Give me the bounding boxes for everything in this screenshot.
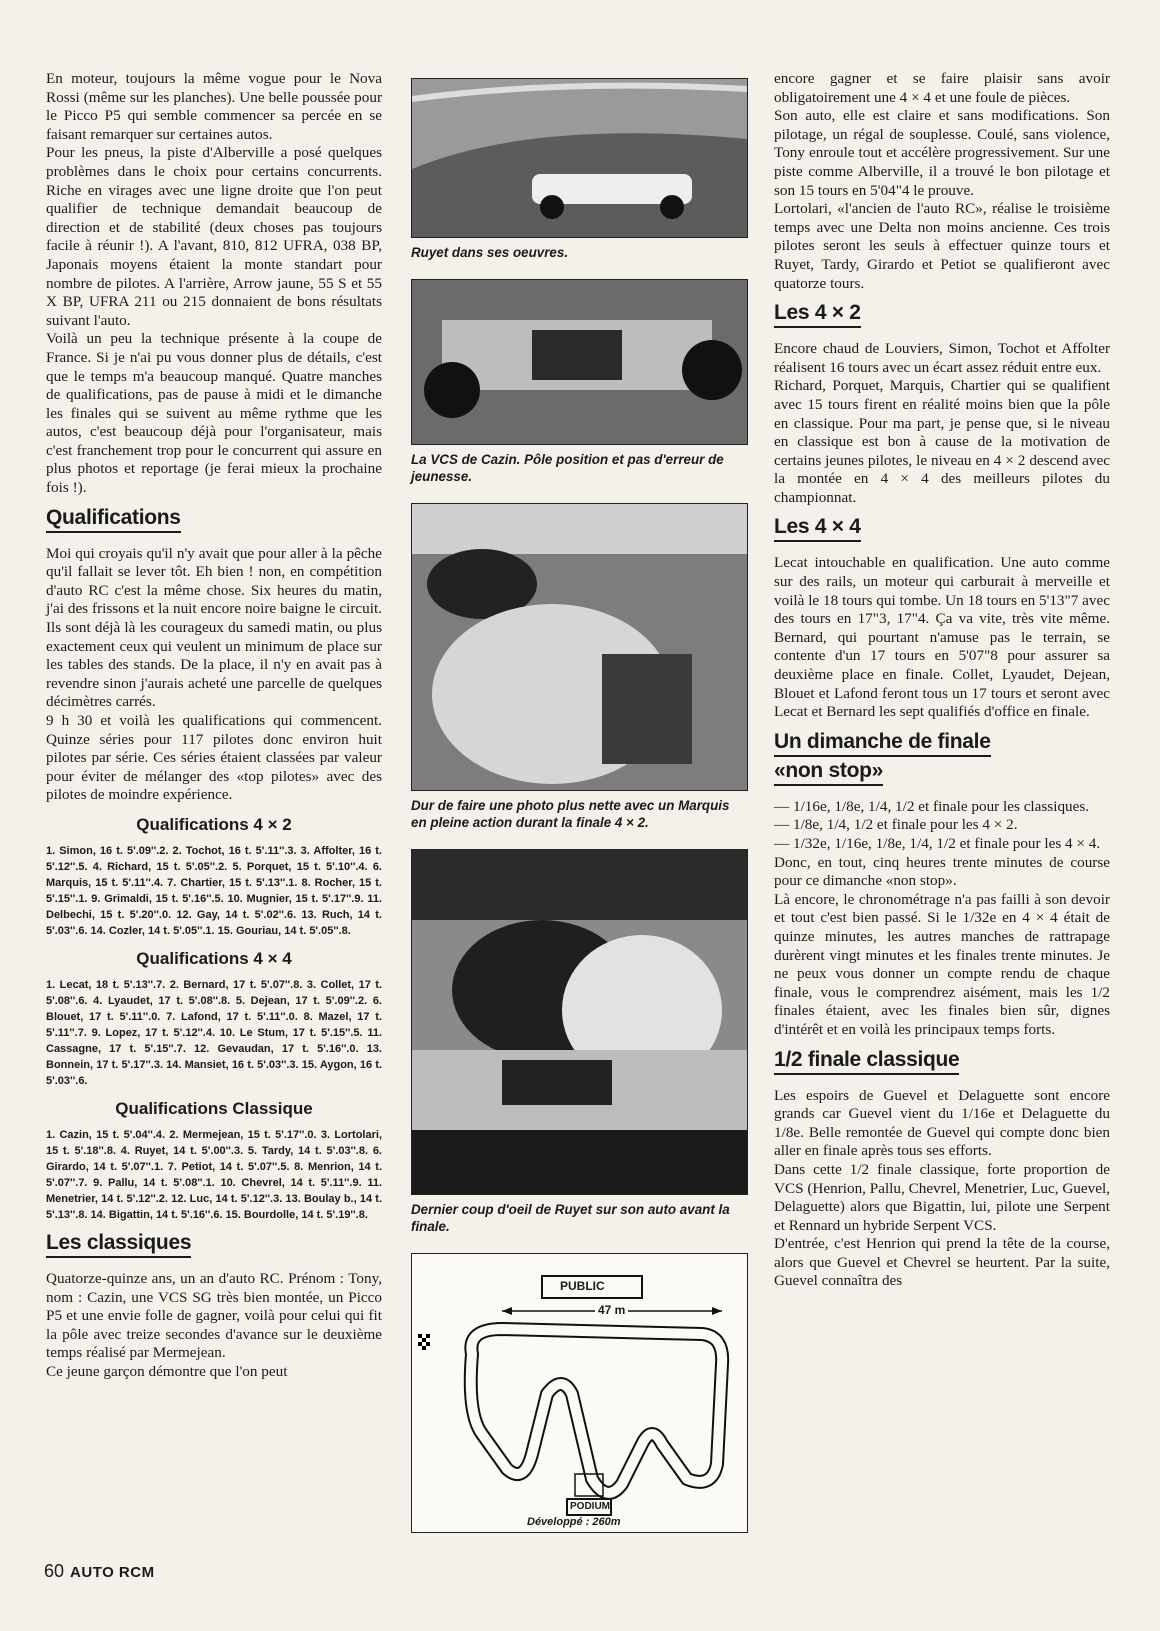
dimanche-paragraph-2: Là encore, le chronométrage n'a pas failli à son devoir et tout c'est bien passé. Si le 1/32e en 4 × 4 était de quinze minutes, les autres manches de rattrapage durèrent vingt minutes et les finales trente minutes. Je ne peux vous donner un compte rendu de chaque finale, vous le comprendrez aisément, mais les 1/2 finales étaient, avec les finales bien sûr, dignes d'intérêt et en voilà les principaux temps forts. [774, 890, 1110, 1038]
classiques-paragraph-1: Quatorze-quinze ans, un an d'auto RC. Prénom : Tony, nom : Cazin, une VCS SG très bien montée, un Picco P5 et une envie folle de gagner, voilà pour celui qui fit la pôle avec treize secondes d'avance sur le deuxième temps réalisé par Mermejean. [46, 1269, 382, 1362]
4x2-paragraph-1: Encore chaud de Louviers, Simon, Tochot et Affolter réalisent 16 tours avec un écart assez réduit entre eux. [774, 340, 1110, 376]
magazine-name: AUTO RCM [70, 1564, 155, 1581]
heading-dimanche-line1: Un dimanche de finale [774, 730, 991, 757]
heading-les-4x2: Les 4 × 2 [774, 301, 861, 328]
results-4x2: 1. Simon, 16 t. 5'.09''.2. 2. Tochot, 16 t. 5'.11''.3. 3. Affolter, 16 t. 5'.12''.5. 4. Richard, 15 t. 5'.05''.2. 5. Porquet, 15 t. 5'.10''.4. 6. Marquis, 15 t. 5'.11''.4. 7. Chartier, 15 t. 5'.13''.1. 8. Rocher, 15 t. 5'.15''.1. 9. Grimaldi, 15 t. 5'.16''.5. 10. Mugnier, 15 t. 5'.17''.9. 11. Delbechi, 15 t. 5'.20''.0. 12. Gay, 14 t. 5'.02''.6. 13. Ruch, 14 t. 5'.03''.6. 14. Cozler, 14 t. 5'.05''.1. 15. Gouriau, 14 t. 5'.05''.8. [46, 844, 382, 937]
photo-ruyet-finale [411, 849, 748, 1195]
column-middle [411, 78, 746, 1533]
column-left [46, 70, 382, 1382]
demi-paragraph-2: Dans cette 1/2 finale classique, forte proportion de VCS (Henrion, Pallu, Chevrel, Menetrier, Luc, Guevel, Delaguette) alors que Bigattin, lui, pilote une Serpent et Rennard un hybride Serpent VCS. [774, 1160, 1110, 1234]
caption-vcs-cazin: La VCS de Cazin. Pôle position et pas d'erreur de jeunesse. [411, 452, 724, 484]
col3-paragraph-3: Lortolari, «l'ancien de l'auto RC», réalise le troisième temps avec une Delta non moins ancienne. Ces trois pilotes seront les seuls à effectuer quinze tours et Ruyet, Tardy, Girardo et Petiot se qualifieront avec quatorze tours. [774, 200, 1110, 292]
intro-paragraph-1: En moteur, toujours la même vogue pour le Nova Rossi (même sur les planches). Une belle poussée pour le Picco P5 qui semble commencer sa percée en se faisant remarquer sur certaines autos. [46, 70, 382, 143]
results-classique: 1. Cazin, 15 t. 5'.04''.4. 2. Mermejean, 15 t. 5'.17''.0. 3. Lortolari, 15 t. 5'.18''.8. 4. Ruyet, 14 t. 5'.00''.3. 5. Tardy, 14 t. 5'.03''.8. 6. Girardo, 14 t. 5'.07''.1. 7. Petiot, 14 t. 5'.07''.5. 8. Menrion, 14 t. 5'.07''.7. 9. Pallu, 14 t. 5'.08''.1. 10. Chevrel, 14 t. 5'.11''.9. 11. Menetrier, 14 t. 5'.12''.2. 12. Luc, 14 t. 5'.12''.3. 13. Boulay b., 14 t. 5'.13''.8. 14. Bigattin, 14 t. 5'.16''.6. 15. Bourdolle, 14 t. 5'.19''.8. [46, 1128, 382, 1221]
subheading-qualif-4x4: Qualifications 4 × 4 [136, 948, 292, 968]
column-right [774, 70, 1110, 1291]
heading-qualifications: Qualifications [46, 506, 181, 533]
heading-demi-finale-classique: 1/2 finale classique [774, 1048, 959, 1075]
map-label-public: PUBLIC [560, 1279, 605, 1293]
demi-paragraph-3: D'entrée, c'est Henrion qui prend la tête de la course, alors que Guevel et Chevrel se heurtent. Par la suite, Guevel connaîtra des [774, 1235, 1110, 1290]
heading-dimanche-line2: «non stop» [774, 759, 883, 786]
page-footer [44, 1561, 155, 1582]
heading-les-4x4: Les 4 × 4 [774, 515, 861, 542]
caption-ruyet-finale: Dernier coup d'oeil de Ruyet sur son auto avant la finale. [411, 1202, 730, 1234]
track-map [411, 1253, 748, 1533]
photo-ruyet-car [411, 78, 748, 238]
qualifications-paragraph-2: 9 h 30 et voilà les qualifications qui commencent. Quinze séries pour 117 pilotes donc environ huit pilotes par série. Ces séries étaient classées par valeur pour éviter de mélanger des «top pilotes» avec des pilotes de moindre expérience. [46, 712, 382, 804]
photo-vcs-cazin [411, 279, 748, 445]
subheading-qualif-4x2: Qualifications 4 × 2 [136, 814, 292, 834]
results-4x4: 1. Lecat, 18 t. 5'.13''.7. 2. Bernard, 17 t. 5'.07''.8. 3. Collet, 17 t. 5'.08''.6. 4. Lyaudet, 17 t. 5'.08''.8. 5. Dejean, 17 t. 5'.09''.2. 6. Blouet, 17 t. 5'.11''.0. 7. Lafond, 17 t. 5'.11''.0. 8. Mazel, 17 t. 5'.11''.7. 9. Lopez, 17 t. 5'.12''.4. 10. Le Stum, 17 t. 5'.15''.5. 11. Cassagne, 17 t. 5'.15''.7. 12. Gevaudan, 17 t. 5'.16''.0. 13. Bonnein, 17 t. 5'.17''.3. 14. Mansiet, 16 t. 5'.03''.3. 15. Aygon, 16 t. 5'.03''.6. [46, 978, 382, 1087]
heading-les-classiques: Les classiques [46, 1231, 191, 1258]
demi-paragraph-1: Les espoirs de Guevel et Delaguette sont encore grands car Guevel vient du 1/16e et Delaguette du 1/8e. Belle remontée de Guevel qui compte donc bien aller en finale après tous ses efforts. [774, 1086, 1110, 1160]
page-number: 60 [44, 1561, 65, 1581]
map-label-length: 47 m [595, 1303, 628, 1317]
dimanche-list-4x4: — 1/32e, 1/16e, 1/8e, 1/4, 1/2 et finale pour les 4 × 4. [774, 835, 1101, 852]
dimanche-list-4x2: — 1/8e, 1/4, 1/2 et finale pour les 4 × 2. [774, 816, 1018, 834]
dimanche-paragraph-1: Donc, en tout, cinq heures trente minutes de course pour ce dimanche «non stop». [774, 853, 1110, 890]
caption-ruyet: Ruyet dans ses oeuvres. [411, 245, 569, 260]
photo-marquis [411, 503, 748, 791]
map-label-podium: PODIUM [570, 1501, 610, 1512]
4x2-paragraph-2: Richard, Porquet, Marquis, Chartier qui se qualifient avec 15 tours firent en réalité moins bien que la pôle en classique. Pour ma part, je pense que, si le niveau en classique est bon à cause de la motivation de certains jeunes pilotes, le niveau en 4 × 2 descend avec la montée en 4 × 4 des meilleurs pilotes du championnat. [774, 377, 1110, 506]
intro-paragraph-3: Voilà un peu la technique présente à la coupe de France. Si je n'ai pu vous donner plus de détails, c'est que le temps m'a beaucoup manqué. Quatre manches de qualifications, pas de pause à midi et le dimanche les finales qui se suivent au même rythme que les autos, c'est beaucoup déjà pour l'organisateur, mais c'est franchement trop pour le concurrent qui assure en plus photos et reportage (je ferai mieux la prochaine fois !). [46, 330, 382, 497]
4x4-paragraph-1: Lecat intouchable en qualification. Une auto comme sur des rails, un moteur qui carburait à merveille et voilà le 18 tours qui tombe. Un 18 tours en 5'13"7 avec des tours en 17"3, 17"4. Ça va vite, très vite même. Bernard, qui pourtant n'amuse pas le terrain, se contente d'un 17 tours en 5'07"8 pour assurer sa deuxième place en finale. Collet, Lyaudet, Dejean, Blouet et Lafond feront tous un 17 tours et seront avec Lecat et Bernard les sept qualifiés d'office en finale. [774, 554, 1110, 721]
qualifications-paragraph-1: Moi qui croyais qu'il n'y avait que pour aller à la pêche qu'il fallait se lever tôt. Eh bien ! non, en compétition d'auto RC c'est la même chose. Six heures du matin, j'ai des frissons et la nuit encore noire baigne le circuit. Ils sont déjà là les courageux du samedi matin, ou plus exactement ceux qui veulent un minimum de place sur les tables des stands. De la place, il n'y en avait pas à revendre sinon j'aurais acheté une parcelle de quelques décimètres carrés. [46, 544, 382, 711]
col3-paragraph-2: Son auto, elle est claire et sans modifications. Son pilotage, un régal de souplesse. Coulé, sans violence, Tony enroule tout et accélère progressivement. Sur une piste comme Alberville, il a trouvé le bon pilotage et son 15 tours en 5'04"4 le prouve. [774, 107, 1110, 199]
dimanche-list-classiques: — 1/16e, 1/8e, 1/4, 1/2 et finale pour les classiques. [774, 797, 1090, 815]
map-label-developpe: Développé : 260m [527, 1516, 621, 1528]
col3-paragraph-1: encore gagner et se faire plaisir sans avoir obligatoirement une 4 × 4 et une foule de pièces. [774, 70, 1110, 106]
subheading-qualif-classique: Qualifications Classique [115, 1098, 313, 1118]
intro-paragraph-2: Pour les pneus, la piste d'Alberville a posé quelques problèmes dans le choix pour certains concurrents. Riche en virages avec une ligne droite que l'on peut qualifier de technique demandait beaucoup de direction et de stabilité (deux choses pas toujours facile à réunir !). A l'avant, 810, 812 UFRA, 038 BP, Japonais moyens étaient la monte standart pour nombre de pilotes. A l'arrière, Arrow jaune, 55 S et 55 X BP, UFRA 211 ou 215 donnaient de bons résultats suivant l'auto. [46, 144, 382, 329]
classiques-paragraph-2: Ce jeune garçon démontre que l'on peut [46, 1362, 288, 1380]
caption-marquis: Dur de faire une photo plus nette avec un Marquis en pleine action durant la finale 4 × 2. [411, 798, 730, 830]
